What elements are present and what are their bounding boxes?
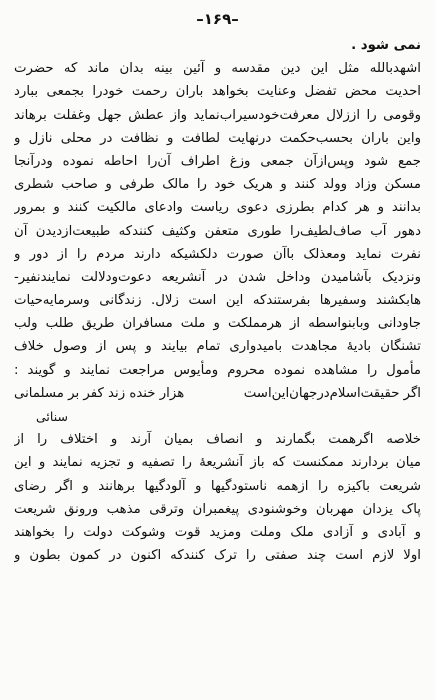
page-number: –۱۶۹– bbox=[196, 10, 239, 28]
text-line: بدانند و هر کدام بطرزی دعوی ریاست وادعای مالکیت کنند و بمرور bbox=[14, 200, 421, 216]
text-body bbox=[14, 34, 421, 567]
text-line: احدیت محض تفضل وعنایت بخواهد باران رحمت خودرا بجمعی ببارد bbox=[14, 84, 421, 100]
text-line: و آبادی و آزادی ملک وملت ومزید قوت وشوکت دولت را بخواهند bbox=[14, 524, 421, 540]
poem-verse bbox=[14, 382, 421, 405]
text-line: مأمول را مشاهده نموده محروم ومأیوس مراجعت نمایند و گویند : bbox=[14, 362, 421, 378]
text-line: وقومی را اززلال معرفت‌خودسیراب‌نماید واز عطش جهل وغفلت برهاند bbox=[14, 107, 421, 123]
text-line: شریعت باکیزه را ازهمه ناستودگیها و آلودگیها برهانند و اگر رضای bbox=[14, 478, 421, 494]
poem-hemistich-first: اگر حقیقت‌اسلام‌درجهان‌این‌است bbox=[243, 385, 421, 401]
text-line: نمی شود . bbox=[351, 38, 421, 53]
text-line: مسکن وزاد وولد کنند و هریک خود را مالک طرفی و صاحب شطری bbox=[14, 177, 421, 193]
text-line: دهور آب صاف‌لطیف‌را طوری متعفن وکثیف کنندکه طبیعت‌ازدیدن آن bbox=[14, 223, 421, 239]
text-line: تشنگان بادیهٔ مجاهدت بامیدواری تمام بیایند و پس از وصول خلاف bbox=[14, 339, 421, 355]
text-line: جاودانی وبابنواسطه از هرمملکت و ملت مسافران طریق طلب ولب bbox=[14, 316, 421, 332]
poem-attribution: سنائی bbox=[36, 409, 68, 424]
text-line: پاک یزدان مهربان وخوشنودی پیغمبران وترقی مذهب ورونق شریعت bbox=[14, 501, 421, 517]
text-line: خلاصه اگرهمت بگمارند و انصاف بمیان آرند و اختلاف را از bbox=[14, 432, 421, 448]
text-line: واین باران بحسب‌حکمت درنهایت لطافت و نظافت در محلی نازل و bbox=[14, 130, 421, 146]
text-line: ونزدیک بآشامیدن وداخل شدن در آنشریعه دعوت‌ودلالت نمایندنفیر- bbox=[14, 269, 421, 285]
text-line: اشهدبالله مثل این دین مقدسه و آئین بینه بدان ماند که حضرت bbox=[14, 61, 421, 77]
text-line: هابکشند وسفیرها بفرستندکه این است زلال. زندگانی وسرمایه‌حیات bbox=[14, 293, 421, 309]
text-line: اولا لازم است چند صفتی را ترک کنندکه اکنون در کمون بطون و bbox=[14, 548, 421, 564]
text-line: نفرت نماید ومعذلک باآن صورت دلکشیکه دارند مردم را از دور و bbox=[14, 246, 421, 262]
text-line: میان بردارند ممکنست که باز آنشریعهٔ را تصفیه و تجزیه نمایند و این bbox=[14, 455, 421, 471]
poem-hemistich-second: هزار خنده زند کفر بر مسلمانی bbox=[14, 385, 185, 401]
text-line: جمع شود وپس‌ازآن جمعی وزغ اطراف آن‌را احاطه نموده ودرآنجا bbox=[14, 153, 421, 169]
